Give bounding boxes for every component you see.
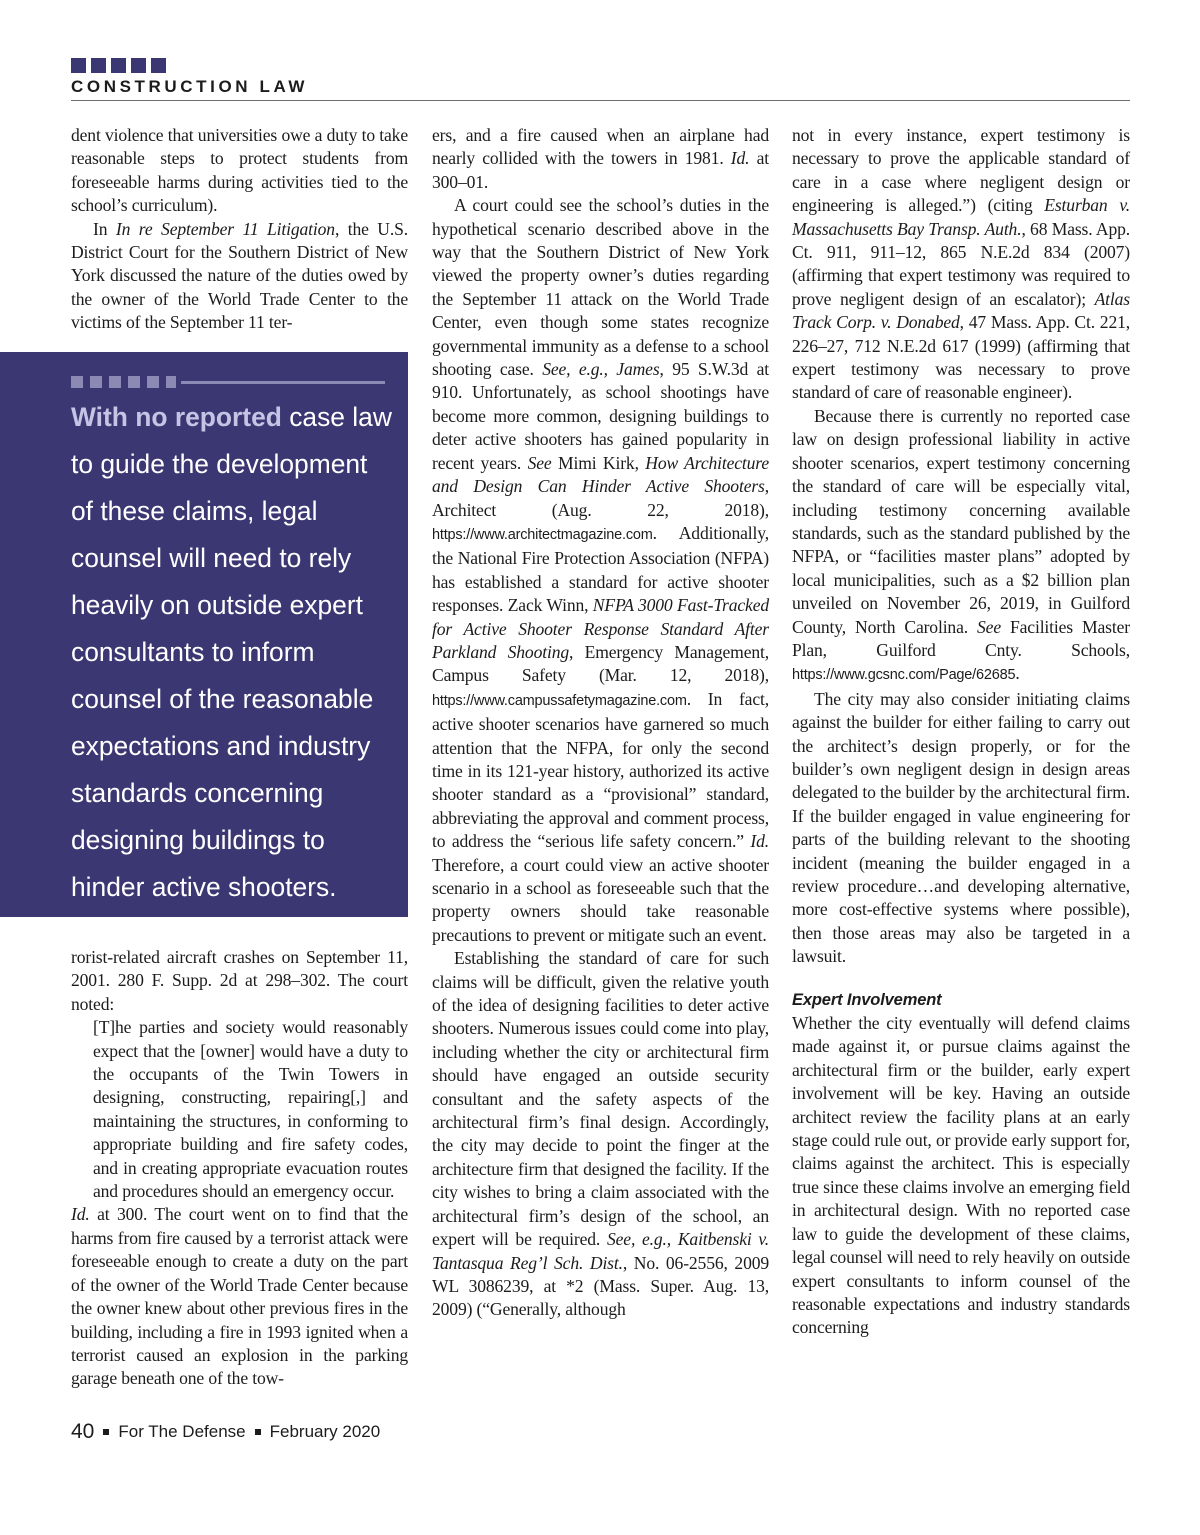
text-run: , No. 06-2556, 2009 WL 3086239, at *2 (Mass. Super. Aug. 13, 2009) (“Generally, although [432, 1252, 770, 1320]
text-run: . In fact, active shooter scenarios have garnered so much attention that the NFPA, for only the second time in its 121-year history, authorized its active shooter standard as a “provisional” standard, abbreviating the approval and comment process, to address the “serious life safety concern.” [432, 688, 769, 852]
decor-square [71, 58, 86, 73]
page-footer [71, 1421, 380, 1443]
paragraph [792, 405, 1130, 688]
text-run: ers, and a fire caused when an airplane had nearly collided with the towers in 1981. [432, 125, 769, 169]
decor-square [90, 376, 102, 388]
text-run: Mimi Kirk, [551, 452, 646, 473]
citation-id: Id. [71, 1204, 90, 1225]
column-1-top [71, 124, 408, 335]
bullet-separator [103, 1429, 109, 1435]
text-run: , 68 Mass. App. Ct. 911, 911–12, 865 N.E.2d 834 (2007) (affirming that expert testimony was required to prove negligent design of an escalator); [792, 218, 1130, 309]
citation-id: Id. [750, 831, 769, 852]
spacer [792, 969, 1130, 989]
url-link[interactable]: https://www.gcsnc.com/Page/62685 [792, 667, 1016, 684]
decor-square [131, 58, 146, 73]
text-run: In [93, 218, 116, 239]
paragraph [71, 1203, 408, 1390]
text-run: A court could see the school’s duties in the hypothetical scenario described above in the way that the Southern District of New York viewed the property owner’s duties regarding the September 11 attack on the World Trade Center, even though some states recognize governmental immunity as a defense to a school shooting case. [432, 195, 769, 380]
citation-id: Id. [730, 148, 750, 169]
column-2 [432, 124, 769, 1322]
bullet-separator [255, 1429, 261, 1435]
header-decoration-squares [71, 58, 166, 73]
paragraph [432, 124, 769, 194]
decor-square [109, 376, 121, 388]
url-link[interactable]: https://www.architectmagazine.com [432, 526, 653, 543]
paragraph: dent violence that universities owe a duty to take reasonable steps to protect students from foreseeable harms during activities tied to the school’s curriculum). [71, 125, 408, 216]
page-number: 40 [71, 1420, 95, 1443]
url-link[interactable]: https://www.campussafetymagazine.com [432, 692, 687, 709]
article-title: How Architecture and Design Can Hinder Active Shooters [432, 452, 770, 497]
decor-square [71, 376, 83, 388]
decor-square [91, 58, 106, 73]
case-name: Atlas Track Corp. v. Donabed [792, 288, 1130, 333]
issue-date: February 2020 [269, 1422, 381, 1441]
paragraph [432, 194, 769, 947]
text-run: Therefore, a court could view an active shooter scenario in a school as foreseeable such that the property owners should take reasonable precautions to prevent or mitigate such an event. [432, 854, 769, 945]
citation-signal: See [977, 616, 1001, 637]
decor-square [166, 376, 176, 388]
paragraph [792, 124, 1130, 405]
paragraph [71, 218, 408, 335]
text-run: . [1015, 663, 1020, 684]
subheading: Expert Involvement [792, 990, 942, 1009]
decor-square [147, 376, 159, 388]
pull-quote [0, 352, 408, 917]
text-run: Because there is currently no reported case law on design professional liability in active shooter scenarios, expert testimony concerning the standard of care will be especially vital, including testimony concerning available standards, such as the standard published by the NFPA, or “facilities master plans” adopted by local municipalities, such as a $2 billion plan unveiled on November 26, 2019, in Guilford County, North Carolina. [792, 405, 1130, 637]
decor-line [181, 381, 385, 384]
block-quote: [T]he parties and society would reasonably expect that the [owner] would have a duty to the occupants of the Twin Towers in designing, constructing, repairing[,] and maintaining the structures, in conforming to appropriate building and fire safety codes, and in creating appropriate evacuation routes and procedures should an emergency occur. [93, 1017, 408, 1202]
citation-signal: See, e.g., James [542, 359, 660, 380]
decor-square [111, 58, 126, 73]
text-run: , the U.S. District Court for the Southern District of New York discussed the nature of the duties owed by the owner of the World Trade Center to the victims of the September 11 ter- [71, 218, 408, 333]
publication-name: For The Defense [118, 1422, 246, 1441]
text-run: , 95 S.W.3d at 910. Unfortunately, as school shootings have become more common, designing buildings to deter active shooters has gained popularity in recent years. [432, 359, 770, 473]
decor-square [151, 58, 166, 73]
section-label: CONSTRUCTION LAW [71, 77, 309, 96]
text-run: Facilities Master Plan, Guilford Cnty. Schools, [792, 616, 1130, 660]
header-divider [71, 100, 1130, 101]
pull-quote-lead: With no reported [71, 402, 282, 432]
citation-signal: See [527, 452, 552, 473]
pull-quote-rule [71, 376, 385, 390]
case-name: Esturban v. Massachusetts Bay Transp. Auth. [792, 195, 1130, 239]
pull-quote-text [71, 394, 396, 911]
text-run: at 300–01. [432, 148, 769, 192]
pull-quote-body: case law to guide the development of these claims, legal counsel will need to rely heavily on outside expert consultants to inform counsel of the reasonable expectations and industry standards concerning designing buildings to hinder active shooters. [71, 402, 392, 902]
case-citation: See, e.g., Kaitbenski v. Tantasqua Reg’l Sch. Dist. [432, 1229, 769, 1273]
case-name: In re September 11 Litigation [115, 218, 335, 239]
decor-square [128, 376, 140, 388]
text-run: at 300. The court went on to find that the harms from fire caused by a terrorist attack were foreseeable enough to create a duty on the part of the owner of the World Trade Center because the owner knew about other previous fires in the building, including a fire in 1993 ignited when a terrorist caused an explosion in the parking garage beneath one of the tow- [71, 1204, 408, 1389]
text-run: , Architect (Aug. 22, 2018), [432, 476, 769, 520]
paragraph: Whether the city eventually will defend claims made against it, or pursue claims against the architectural firm or the builder, early expert involvement will be key. Having an outside architect review the facility plans at an early stage could rule out, or provide early support for, claims against the architect. This is especially true since these claims involve an emerging field in architectural design. With no reported case law to guide the development of these claims, legal counsel will need to rely heavily on outside expert consultants to inform counsel of the reasonable expectations and industry standards concerning [792, 1013, 1130, 1338]
paragraph: rorist-related aircraft crashes on September 11, 2001. 280 F. Supp. 2d at 298–302. The court noted: [71, 947, 408, 1014]
text-run: not in every instance, expert testimony is necessary to prove the applicable standard of care in a case where negligent design or engineering is alleged.”) (citing [792, 125, 1130, 216]
column-1-bottom [71, 946, 408, 1391]
column-3 [792, 124, 1130, 1340]
text-run: , Emergency Management, Campus Safety (Mar. 12, 2018), [432, 641, 769, 686]
paragraph: The city may also consider initiating claims against the builder for either failing to carry out the architect’s design properly, or for the builder’s own negligent design in design areas delegated to the builder by the architectural firm. If the builder engaged in value engineering for parts of the building relevant to the shooting incident (meaning the builder engaged in a review procedure…and developing alternative, more cost-effective systems where possible), then those areas may also be targeted in a lawsuit. [792, 688, 1130, 967]
article-title: NFPA 3000 Fast-Tracked for Active Shooter Response Standard After Parkland Shooting [432, 595, 769, 662]
text-run: Establishing the standard of care for such claims will be difficult, given the relative youth of the idea of designing facilities to deter active shooters. Numerous issues could come into play, including whether the city or architectural firm should have engaged an outside security consultant and the safety aspects of the architectural firm’s final design. Accordingly, the city may decide to point the finger at the architecture firm that designed the facility. If the city wishes to bring a claim associated with the architectural firm’s design of the school, an expert will be required. [432, 948, 769, 1250]
text-run: . Additionally, the National Fire Protection Association (NFPA) has established a standard for active shooter responses. Zack Winn, [432, 522, 769, 616]
paragraph [432, 947, 769, 1322]
text-run: , 47 Mass. App. Ct. 221, 226–27, 712 N.E.2d 617 (1999) (affirming that expert testimony was necessary to prove standard of care of reasonable engineer). [792, 312, 1130, 403]
